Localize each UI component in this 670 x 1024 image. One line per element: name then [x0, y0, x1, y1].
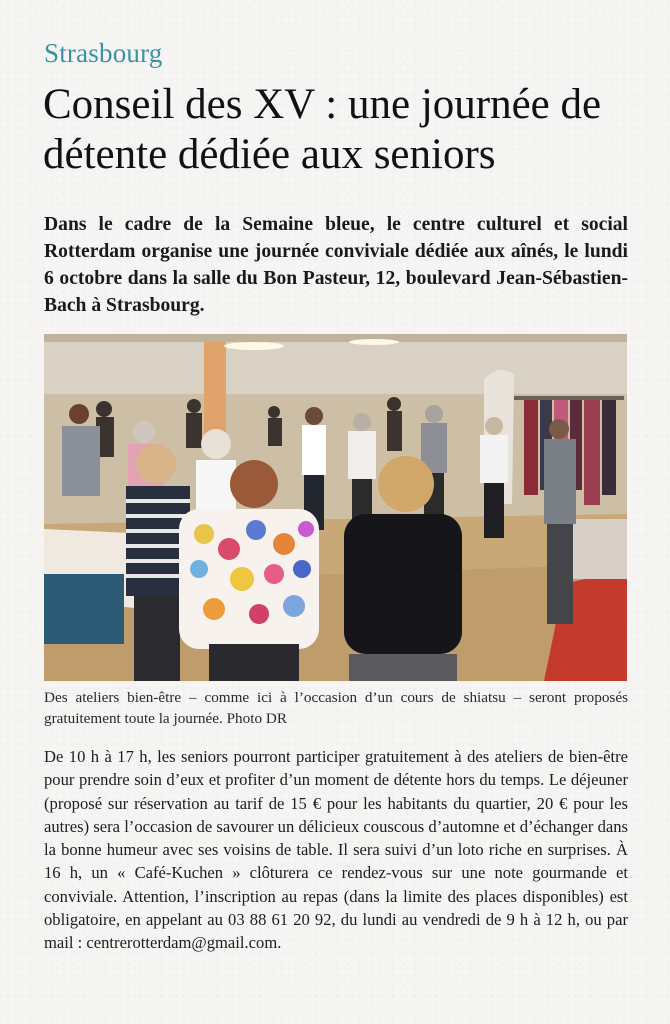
article-body: De 10 h à 17 h, les seniors pourront participer gratuitement à des ateliers de bien-être pour prendre soin d’eux et profiter d’un moment de détente hors du temps. Le déjeuner (proposé sur réservation au tarif de 15 € pour les habitants du quartier, 20 € pour les autres) sera l’occasion de savourer un délicieux couscous d’automne et d’échanger dans la bonne humeur avec ses voisins de table. Il sera suivi d’un loto riche en surprises. À 16 h, un « Café-Kuchen » clôturera ce rendez-vous sur une note gourmande et conviviale. Attention, l’inscription au repas (dans la limite des places disponibles) est obligatoire, en appelant au 03 88 61 20 92, du lundi au vendredi de 9 h à 12 h, ou par mail : centrerotterdam@gmail.com. [44, 747, 628, 953]
section-kicker: Strasbourg [44, 38, 163, 68]
photo-caption: Des ateliers bien-être – comme ici à l’occasion d’un cours de shiatsu – seront proposés gratuitement toute la journée. Photo DR [44, 689, 628, 727]
article-lede: Dans le cadre de la Semaine bleue, le centre culturel et social Rotterdam organise une journée conviviale dédiée aux aînés, le lundi 6 octobre dans la salle du Bon Pasteur, 12, boulevard Jean-Sébastien-Bach à Strasbourg. [44, 214, 628, 316]
article-headline: Conseil des XV : une journée de détente dédiée aux seniors [43, 81, 602, 178]
article-photo [44, 334, 627, 681]
